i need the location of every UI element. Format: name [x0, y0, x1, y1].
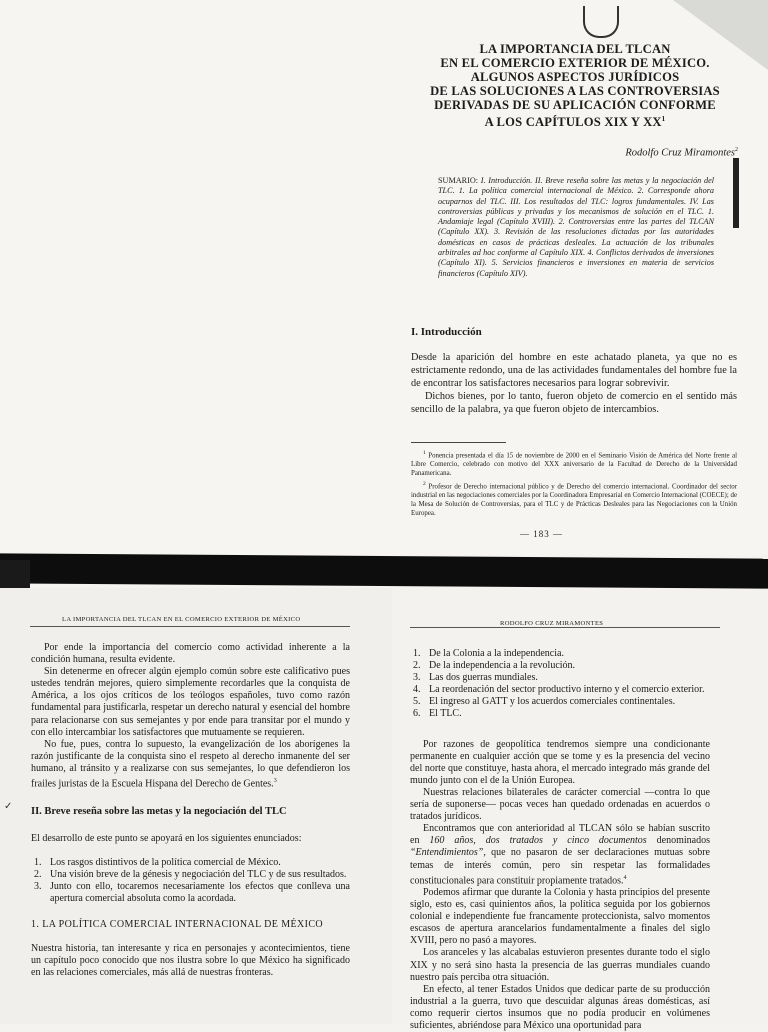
- paragraph: Desde la aparición del hombre en este achatado planeta, ya que no es estrictamente redondo, una de las actividades fundamentales del hombre fue la de encontrar los satisfactores necesarios para lograr sobrevivir.: [411, 352, 737, 389]
- list-item: [410, 696, 710, 708]
- paragraph: [410, 823, 710, 887]
- list-text: De la independencia a la revolución.: [429, 660, 576, 672]
- title-line: LA IMPORTANCIA DEL TLCAN: [479, 42, 671, 56]
- section-heading-introduccion: I. Introducción: [411, 326, 482, 338]
- list-text: De la Colonia a la independencia.: [429, 648, 564, 659]
- title-line: EN EL COMERCIO EXTERIOR DE MÉXICO.: [440, 56, 710, 70]
- footnote-divider: [411, 442, 506, 443]
- running-header: RODOLFO CRUZ MIRAMONTES: [500, 620, 604, 627]
- scan-gap-corner: [0, 560, 30, 590]
- left-column: [31, 642, 350, 979]
- list-text: Una visión breve de la génesis y negociación del TLC y de sus resultados.: [50, 868, 347, 880]
- header-rule: [410, 627, 720, 628]
- footnote-text: Ponencia presentada el día 15 de noviembre de 2000 en el Seminario Visión de América del Norte frente al Libre Comercio, celebrado con motivo del XXX aniversario de la Facultad de Derecho de la Universidad Panamericana.: [411, 452, 737, 477]
- footnote-ref: 3: [273, 778, 277, 785]
- list-number: 5.: [413, 696, 421, 708]
- list-item: [31, 881, 350, 905]
- author-text: Rodolfo Cruz Miramontes: [625, 147, 735, 159]
- paragraph-text: Encontramos que con anterioridad al TLCAN sólo se habían suscrito en: [410, 823, 710, 847]
- list-text: Junto con ello, tocaremos necesariamente los efectos que conlleva una apertura comercial absoluta como la acordada.: [50, 880, 350, 904]
- paragraph: En efecto, al tener Estados Unidos que dedicar parte de su producción industrial a la guerra, tuvo que descuidar algunas áreas domésticas, así como requerir ciertos insumos que no podía producir en volúmenes suficientes, abriéndose para México una oportunidad para: [410, 983, 710, 1032]
- article-title: [395, 42, 755, 129]
- pen-mark: [583, 6, 619, 38]
- paragraph: [31, 739, 350, 791]
- list-item: [410, 648, 710, 660]
- list-item: [31, 869, 350, 881]
- list-number: 6.: [413, 708, 421, 720]
- paragraph: Dichos bienes, por lo tanto, fueron objeto de comercio en el sentido más sencillo de la palabra, ya que fueron objeto de intercambios.: [411, 391, 737, 415]
- list-number: 3.: [34, 880, 42, 892]
- footnote: [411, 449, 737, 478]
- list-item: [410, 684, 710, 696]
- list-item: [410, 708, 710, 720]
- paragraph-text: , que no pasaron de ser declaraciones mutuas sobre temas de interés común, pero sin respetar las formalidades constitucionales para constituir propiamente tratados.: [410, 847, 710, 886]
- italic-phrase: “Entendimientos”: [410, 847, 484, 859]
- enumerated-list: [31, 857, 350, 905]
- title-line: ALGUNOS ASPECTOS JURÍDICOS: [470, 70, 680, 84]
- list-number: 1.: [413, 648, 421, 659]
- paragraph: Por razones de geopolítica tendremos siempre una condicionante permanente en cualquier acción que se tome y es la presencia del vecino del norte que constituye, hasta ahora, el mercado integrado más grande del mundo junto con el de la Unión Europea.: [410, 738, 710, 786]
- footnote-number: 1: [423, 450, 426, 456]
- margin-bar: [733, 158, 739, 228]
- list-text: Los rasgos distintivos de la política comercial de México.: [50, 856, 281, 868]
- paragraph-text: No fue, pues, contra lo supuesto, la evangelización de los aborígenes la razón justificante de la conquista sino el respeto al derecho inmanente del ser humano, al tránsito y a realizarse con sus semejantes, lo que defendieron los frailes juristas de la Escuela Hispana del Derecho de Gentes.: [31, 738, 350, 790]
- title-line-text: A LOS CAPÍTULOS XIX Y XX: [484, 115, 662, 130]
- footnote-text: Profesor de Derecho internacional público y de Derecho del comercio internacional. Coordinador del sector industrial en las negociaciones comerciales por la Coordinadora Empresarial en Comercio Internacional (COECE); de la Mesa de Solución de Controversias, para el TLC y de Prácticas Desleales para las Negociaciones con la Unión Europea.: [411, 483, 737, 517]
- title-line: [395, 112, 755, 129]
- title-line: DE LAS SOLUCIONES A LAS CONTROVERSIAS: [430, 84, 720, 98]
- right-column: [410, 648, 710, 1032]
- list-text: El TLC.: [429, 708, 462, 720]
- list-number: 2.: [413, 660, 421, 672]
- list-number: 2.: [34, 868, 42, 880]
- list-text: El ingreso al GATT y los acuerdos comerciales continentales.: [429, 696, 676, 708]
- paragraph: Los aranceles y las alcabalas estuvieron presentes durante todo el siglo XIX y no será sino hasta la presencia de las guerras mundiales cuando nuestro país perciba otra situación.: [410, 947, 710, 983]
- footnote: [411, 480, 737, 518]
- list-number: 1.: [34, 856, 42, 868]
- footnote-number: 2: [423, 481, 426, 488]
- paragraph: Podemos afirmar que durante la Colonia y hasta principios del presente siglo, esto es, casi quinientos años, la política seguida por los gobiernos colonial e independiente fue francamente proteccionista, salvo momentos escasos de apertura arancelarios fundamentalmente a finales del siglo XVIII, pero no pasó a mayores.: [410, 887, 710, 947]
- footnotes: [411, 449, 737, 521]
- paragraph-text: denominados: [656, 835, 710, 847]
- list-text: Las dos guerras mundiales.: [429, 672, 538, 684]
- list-item: [410, 672, 710, 684]
- section-heading-breve-resena: II. Breve reseña sobre las metas y la negociación del TLC: [31, 806, 287, 818]
- running-header: LA IMPORTANCIA DEL TLCAN EN EL COMERCIO EXTERIOR DE MÉXICO: [62, 616, 301, 623]
- left-page: [0, 588, 392, 1024]
- author-footnote-ref: 2: [735, 147, 738, 153]
- paragraph: Nuestras relaciones bilaterales de carácter comercial —contra lo que sería de suponerse— pocas veces han quedado ordenadas en acuerdos o tratados jurídicos.: [410, 786, 710, 823]
- paragraph: Por ende la importancia del comercio como actividad inherente a la condición humana, resulta evidente.: [31, 642, 350, 666]
- list-item: [410, 660, 710, 672]
- list-number: 3.: [413, 672, 421, 684]
- header-rule: [30, 626, 350, 627]
- list-item: [31, 857, 350, 869]
- title-footnote-ref: 1: [661, 115, 666, 123]
- italic-phrase: 160 años, dos tratados y cinco documentos: [429, 835, 647, 847]
- author-name: [470, 147, 738, 159]
- paragraph: Nuestra historia, tan interesante y rica en personajes y acontecimientos, tiene un capítulo poco conocido que nos ilustra sobre lo que México ha significado en las relaciones comerciales, más allá de nuestras fronteras.: [31, 943, 350, 979]
- paragraph: Sin detenerme en ofrecer algún ejemplo común sobre este calificativo pues ustedes tendrán mejores, quiero simplemente recordarles que la conquista de América, a los ojos críticos de los teólogos españoles, tuvo como razón fundamental para justificarla, respetar un derecho natural y esencial del hombre para relacionarse con sus semejantes y por ende para transitar por el mundo y con ello intercambiar los satisfactores que mutuamente se requieren.: [31, 666, 350, 738]
- title-line: DERIVADAS DE SU APLICACIÓN CONFORME: [434, 98, 716, 112]
- summary-text: I. Introducción. II. Breve reseña sobre las metas y la negociación del TLC. 1. La política comercial internacional de México. 2. Corresponde ahora ocuparnos del TLC. III. Los resultados del TLC: logros fundamentales. IV. Las controversias públicas y privadas y los mecanismos de solución en el TLC. 1. Andamiaje legal (Capítulo XVIII). 2. Controversias entre las partes del TLCAN (Capítulo XX). 3. Revisión de las resoluciones dictadas por las autoridades domésticas en casos de prácticas desleales. La actuación de los tribunales arbitrales ad hoc conforme al Capítulo XIX. 4. Conflictos derivados de inversiones (Capítulo XI). 5. Servicios financieros e inversiones en materia de servicios financieros (Capítulo XIV).: [438, 176, 714, 278]
- paragraph: El desarrollo de este punto se apoyará en los siguientes enunciados:: [31, 832, 302, 844]
- subsection-heading: 1. LA POLÍTICA COMERCIAL INTERNACIONAL DE MÉXICO: [31, 919, 324, 931]
- enumerated-list: [410, 648, 710, 721]
- list-number: 4.: [413, 684, 421, 696]
- intro-body: [411, 351, 737, 416]
- page-number: — 183 —: [520, 529, 563, 539]
- right-page: [392, 590, 768, 1032]
- summary-block: [438, 176, 714, 279]
- check-mark: ✓: [4, 801, 13, 812]
- footnote-ref: 4: [623, 874, 627, 881]
- list-text: La reordenación del sector productivo interno y el comercio exterior.: [429, 684, 705, 696]
- scan-gap: [0, 553, 768, 588]
- summary-label: SUMARIO:: [438, 176, 479, 185]
